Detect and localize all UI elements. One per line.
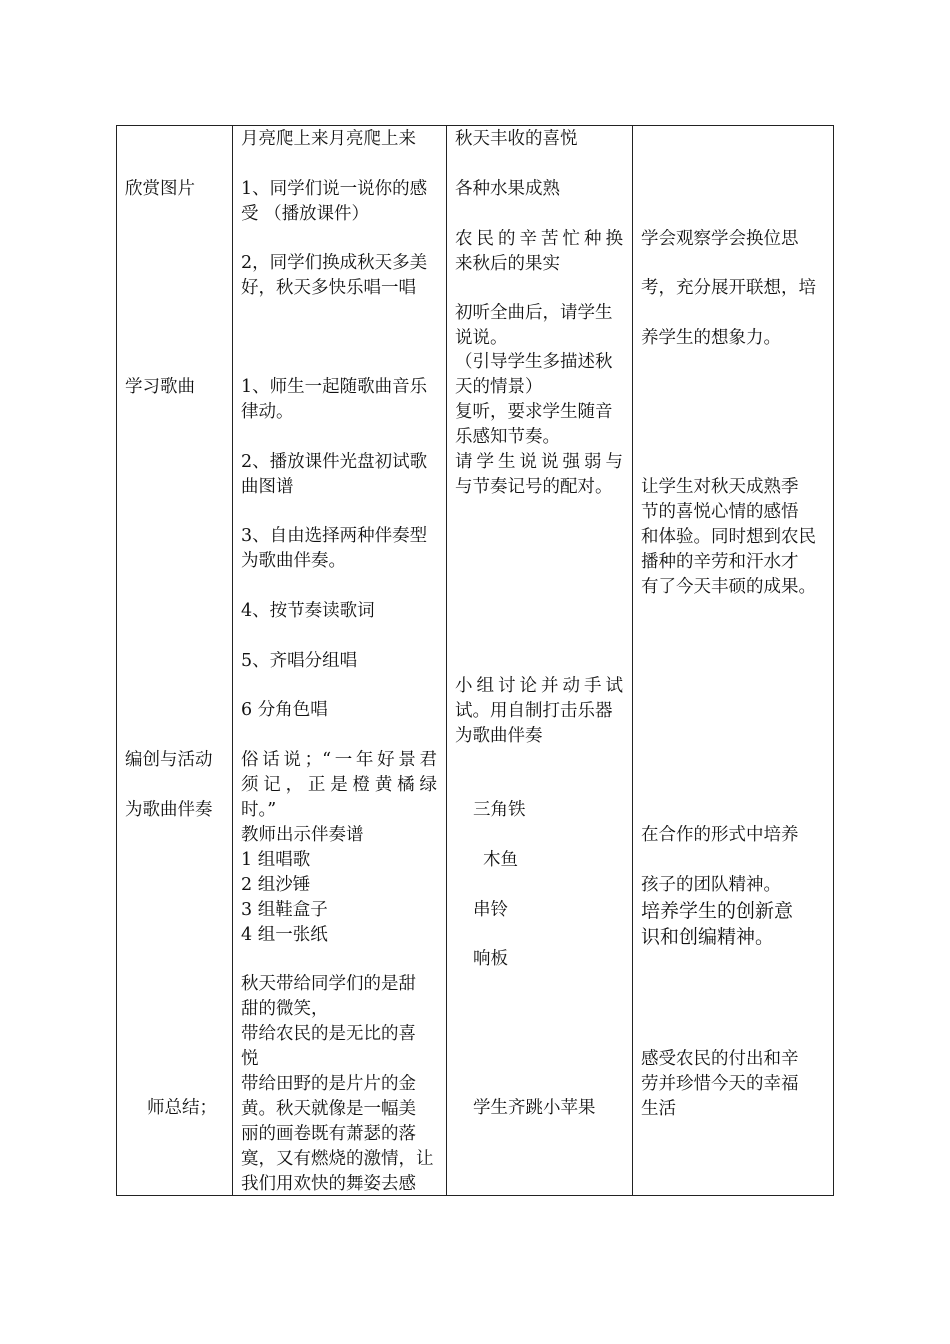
instrument-clapper: 响板 [473,949,508,969]
text-line: 考，充分展开联想，培 [641,278,816,298]
text-line: 说说。 [455,328,508,348]
text-line: 俗话说；“一年好景君 [241,750,437,770]
text-line: 2 组沙锤 [241,875,311,895]
stage-summary: 师总结； [147,1098,217,1118]
text-line: 时。” [241,800,277,820]
text-line: 与节奏记号的配对。 [455,477,613,497]
text-line: 1、师生一起随歌曲音乐 [241,377,428,397]
stage-learn: 学习歌曲 [125,377,195,397]
text-line: 试。用自制打击乐器 [455,701,613,721]
text-line: 带给田野的是片片的金 [241,1074,416,1094]
student-activity-column [447,126,632,1195]
text-line: 3 组鞋盒子 [241,900,328,920]
text-line: 劳并珍惜今天的幸福 [641,1074,799,1094]
text-line: 4、按节奏读歌词 [241,601,375,621]
text-line: 2、播放课件光盘初试歌 [241,452,428,472]
text-line: 天的情景） [455,377,543,397]
text-line: 养学生的想象力。 [641,328,781,348]
text-line: 须记，正是橙黄橘绿 [241,775,437,795]
text-line: 初听全曲后，请学生 [455,303,613,323]
stage-appreciate: 欣赏图片 [125,179,195,199]
text-line: 复听，要求学生随音 [455,402,613,422]
text-line: 让学生对秋天成熟季 [641,477,799,497]
text-line: 1、同学们说一说你的感 [241,179,428,199]
text-line: 乐感知节奏。 [455,427,560,447]
text-line: 请学生说说强弱与 [455,452,623,472]
text-line: 5、齐唱分组唱 [241,651,358,671]
text-line: 2，同学们换成秋天多美 [241,253,428,273]
text-line: 孩子的团队精神。 [641,875,781,895]
text-line: 悦 [241,1049,259,1069]
text-line: 秋天带给同学们的是甜 [241,974,416,994]
text-line: 和体验。同时想到农民 [641,527,816,547]
text-line: 6 分角色唱 [241,700,328,720]
text-line: 教师出示伴奏谱 [241,825,364,845]
text-line: 曲图谱 [241,477,294,497]
instrument-bells: 串铃 [473,900,508,920]
text-line: 为歌曲伴奏。 [241,551,346,571]
text-line: 律动。 [241,402,294,422]
text-line: 我们用欢快的舞姿去感 [241,1174,416,1194]
lesson-plan-table [116,125,834,1196]
text-line: 受 （播放课件） [241,204,370,224]
text-line: 甜的微笑， [241,999,329,1019]
design-intent-column [633,126,833,1195]
text-line: 各种水果成熟 [455,179,560,199]
text-line: 寞，又有燃烧的激情，让 [241,1149,434,1169]
text-line: 月亮爬上来月亮爬上来 [241,129,416,149]
text-line: 丽的画卷既有萧瑟的落 [241,1124,416,1144]
text-line: （引导学生多描述秋 [455,352,613,372]
text-line: 秋天丰收的喜悦 [455,129,578,149]
text-line: 黄。秋天就像是一幅美 [241,1099,416,1119]
text-line: 小组讨论并动手试 [455,676,623,696]
instrument-woodblock: 木鱼 [483,850,518,870]
text-line: 学会观察学会换位思 [641,229,799,249]
text-line: 4 组一张纸 [241,925,328,945]
text-line: 农民的辛苦忙种换 [455,229,623,249]
text-line: 识和创编精神。 [641,926,775,948]
text-line: 培养学生的创新意 [641,900,794,922]
text-line: 来秋后的果实 [455,254,560,274]
text-line: 3、自由选择两种伴奏型 [241,526,428,546]
stage-column [117,126,232,1195]
text-line: 好，秋天多快乐唱一唱 [241,278,416,298]
text-line: 为歌曲伴奏 [455,726,543,746]
text-line: 节的喜悦心情的感悟 [641,502,799,522]
text-line: 播种的辛劳和汗水才 [641,552,799,572]
stage-create: 编创与活动 [125,750,213,770]
instrument-triangle: 三角铁 [473,800,526,820]
stage-accompany: 为歌曲伴奏 [125,800,213,820]
text-line: 学生齐跳小苹果 [473,1098,596,1118]
text-line: 感受农民的付出和辛 [641,1049,799,1069]
teacher-activity-column [233,126,446,1195]
text-line: 有了今天丰硕的成果。 [641,577,816,597]
text-line: 带给农民的是无比的喜 [241,1024,416,1044]
text-line: 在合作的形式中培养 [641,825,799,845]
text-line: 生活 [641,1099,676,1119]
text-line: 1 组唱歌 [241,850,311,870]
